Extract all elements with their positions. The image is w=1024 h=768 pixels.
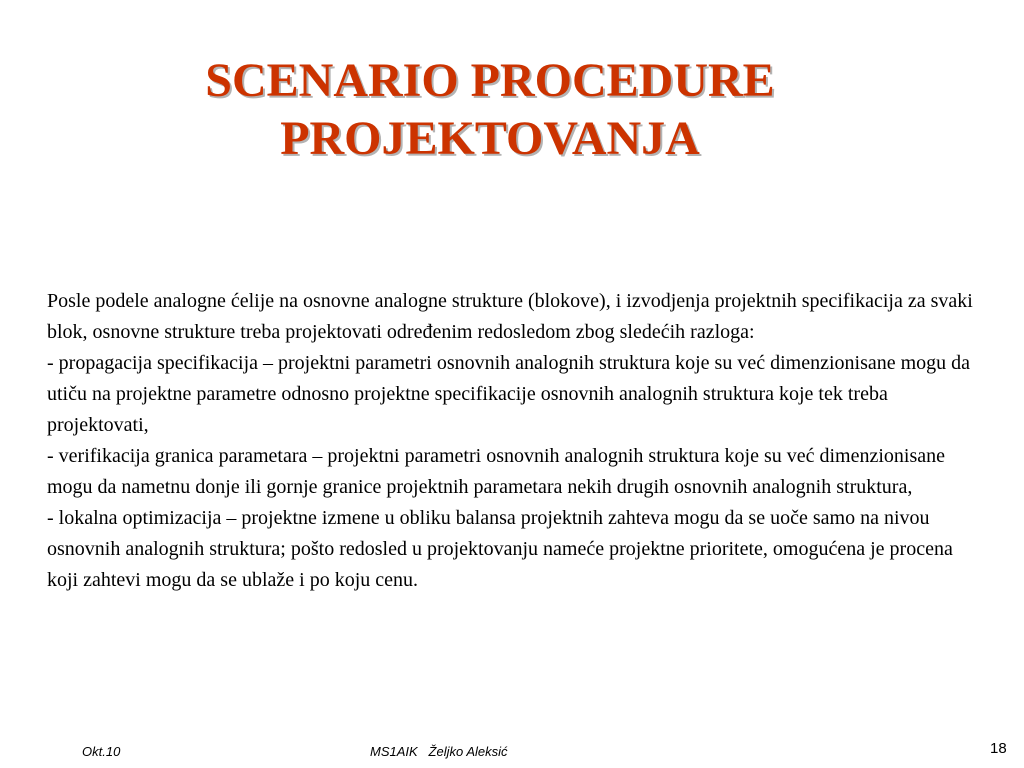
slide-body [47,286,982,596]
footer-date: Okt.10 [82,744,121,759]
footer-course-author: MS1AIK Željko Aleksić [370,744,508,759]
slide-title-line-1: SCENARIO PROCEDURE [205,54,775,107]
footer-page-number: 18 [990,740,1007,757]
body-paragraph-verification: - verifikacija granica parametara – projektni parametri osnovnih analognih struktura koje su već dimenzionisane mogu da nametnu donje ili gornje granice projektnih parametara nekih drugih osnovnih analognih struktura, [47,445,945,498]
body-paragraph-propagation: - propagacija specifikacija – projektni parametri osnovnih analognih struktura koje su već dimenzionisane mogu da utiču na projektne parametre odnosno projektne specifikacije osnovnih analognih struktura koje tek treba projektovati, [47,352,971,436]
slide-title-line-2: PROJEKTOVANJA [280,112,700,165]
slide-title [0,52,980,168]
body-paragraph-optimization: - lokalna optimizacija – projektne izmene u obliku balansa projektnih zahteva mogu da se uoče samo na nivou osnovnih analognih struktura; pošto redosled u projektovanju nameće projektne prioritete, omogućena je procena koji zahtevi mogu da se ublaže i po koju cenu. [47,507,953,591]
body-paragraph-intro: Posle podele analogne ćelije na osnovne analogne strukture (blokove), i izvodjenja projektnih specifikacija za svaki blok, osnovne strukture treba projektovati određenim redosledom zbog sledećih razloga: [47,290,973,343]
